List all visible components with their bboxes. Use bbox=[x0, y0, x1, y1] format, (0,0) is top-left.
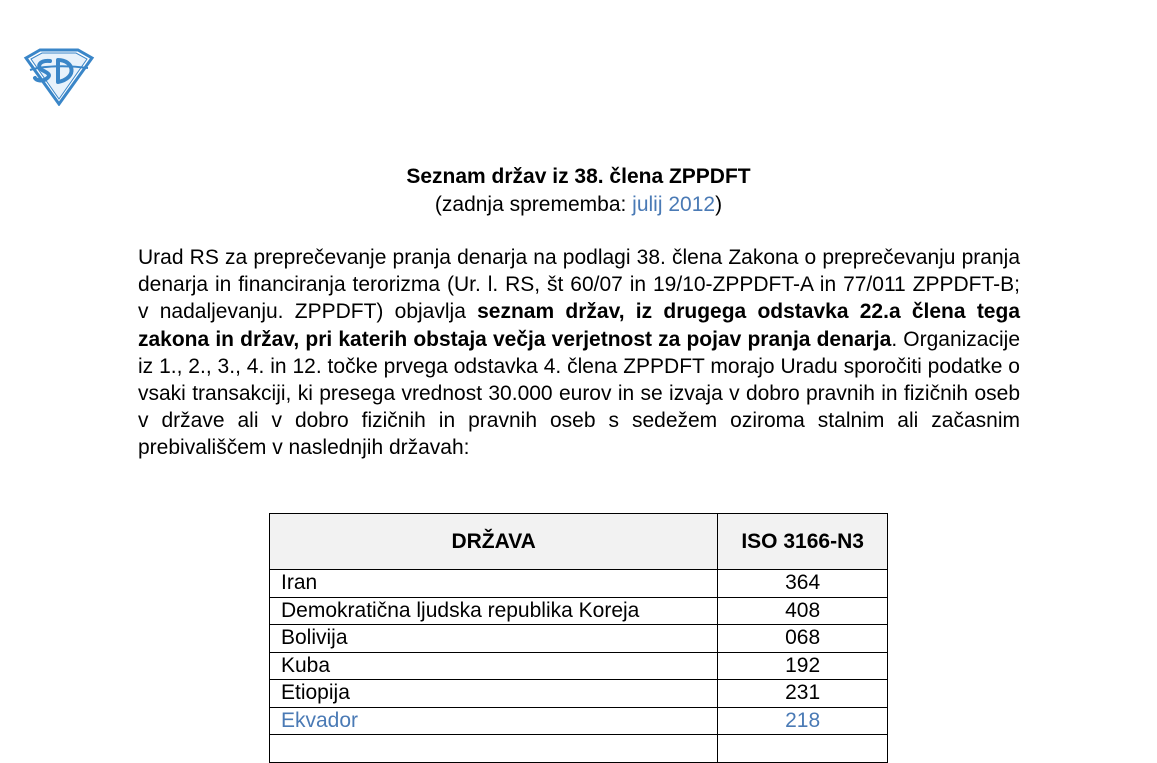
iso-code-cell: 068 bbox=[718, 625, 888, 653]
table-row bbox=[270, 625, 888, 653]
subtitle-date: julij 2012 bbox=[632, 193, 716, 216]
table-row bbox=[270, 570, 888, 598]
iso-code-cell: 218 bbox=[718, 707, 888, 735]
country-cell: Demokratična ljudska republika Koreja bbox=[270, 597, 718, 625]
intro-part-1: Urad RS za preprečevanje pranja denarja na podlagi 38. člena Zakona o preprečevanju pranja denarja in financiranja terorizma (Ur. l. RS, št 60/07 in 19/10-ZPPDFT-A in 77/011 ZPPDFT-B; v nadaljevanju. ZPPDFT) objavlja bbox=[138, 246, 1020, 324]
table-row-partial bbox=[270, 735, 888, 763]
country-table bbox=[269, 513, 888, 763]
table-row bbox=[270, 652, 888, 680]
country-cell: Kuba bbox=[270, 652, 718, 680]
table-row bbox=[270, 680, 888, 708]
country-cell: Bolivija bbox=[270, 625, 718, 653]
table-row-highlighted bbox=[270, 707, 888, 735]
column-header-iso: ISO 3166-N3 bbox=[718, 514, 888, 570]
country-cell: Iran bbox=[270, 570, 718, 598]
subtitle-suffix: ) bbox=[715, 193, 723, 216]
document-subtitle bbox=[0, 191, 1157, 219]
country-cell-empty bbox=[270, 735, 718, 763]
country-cell: Ekvador bbox=[270, 707, 718, 735]
iso-code-cell: 231 bbox=[718, 680, 888, 708]
document-header bbox=[0, 163, 1157, 219]
subtitle-prefix: (zadnja sprememba: bbox=[434, 193, 633, 216]
document-title: Seznam držav iz 38. člena ZPPDFT bbox=[406, 165, 751, 188]
iso-code-cell-empty bbox=[718, 735, 888, 763]
iso-code-cell: 364 bbox=[718, 570, 888, 598]
table-row bbox=[270, 597, 888, 625]
iso-code-cell: 408 bbox=[718, 597, 888, 625]
sd-shield-logo-icon bbox=[22, 48, 96, 106]
intro-part-2: . Organizacije iz 1., 2., 3., 4. in 12. točke prvega odstavka 4. člena ZPPDFT morajo Uradu sporočiti podatke o vsaki transakciji, ki presega vrednost 30.000 eurov in se izvaja v dobro pravnih in fizičnih oseb v države ali v dobro fizičnih in pravnih oseb s sedežem oziroma stalnim ali začasnim prebivališčem v naslednjih državah: bbox=[138, 327, 1020, 460]
intro-bold: seznam držav, iz drugega odstavka 22.a člena tega zakona in držav, pri katerih obstaja večja verjetnost za pojav pranja denarja bbox=[138, 300, 1020, 351]
iso-code-cell: 192 bbox=[718, 652, 888, 680]
country-cell: Etiopija bbox=[270, 680, 718, 708]
column-header-country: DRŽAVA bbox=[270, 514, 718, 570]
intro-paragraph bbox=[138, 244, 1020, 462]
table-header-row bbox=[270, 514, 888, 570]
